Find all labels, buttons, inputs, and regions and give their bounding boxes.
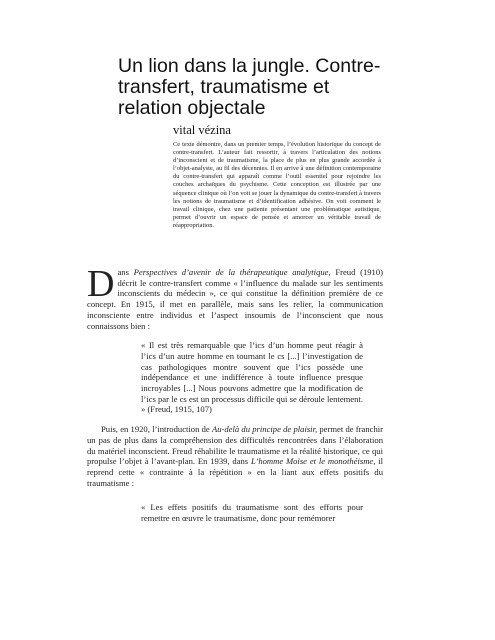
drop-cap: D [87,263,115,305]
paragraph-2-lead: Puis, en 1920, l’introduction de [101,424,212,435]
cited-title-moise: L’homme Moïse et le monothéisme, [251,456,376,467]
block-quote-1: « Il est très remarquable que l’ics d’un homme peut réagir à l’ics d’un autre homme en tournant le cs [...] l’investigation de cas pathologiques montre souvent que l’ics possède une indépendance et une indifférence à toute influence presque incroyables [...] Nous pouvons admettre que la modification de l’ics par le cs est un processus difficile qui se déroule lentement. » (Freud, 1915, 107) [141,340,363,415]
paragraph-1 [87,263,384,331]
cited-title-perspectives: Perspectives d’avenir de la thérapeutique analytique, [133,267,331,277]
paragraph-1-lead: ans [117,267,134,277]
article-title: Un lion dans la jungle. Contre-transfert, traumatisme et relation objectale [118,55,381,119]
abstract: Ce texte démontre, dans un premier temps, l’évolution historique du concept de contre-transfert. L’auteur fait ressortir, à travers l’articulation des notions d’inconscient et de traumatisme, la place de plus en plus grande accordée à l’objet-analyste, au fil des décennies. Il en arrive à une définition contemporaine du contre-transfert qui apparaît comme l’outil essentiel pour rejoindre les couches archaïques du psychisme. Cette conception est illustrée par une séquence clinique où l’on voit se jouer la dynamique du contre-transfert à travers les notions de traumatisme et d’identification adhésive. On voit comment le travail clinique, chez une patiente présentant une problématique autistique, permet d’ouvrir un espace de pensée et amorcer un véritable travail de réappropriation. [173,141,381,229]
article-body [87,263,384,524]
block-quote-2: « Les effets positifs du traumatisme sont des efforts pour remettre en œuvre le traumatisme, donc pour remémorer [141,502,363,524]
paragraph-2-text: permet de franchir un pas de plus dans la compréhension des difficultés rencontrées dans l’élaboration du matériel inconscient. Freud réhabilite le traumatisme et la réalité historique, ce qui propulse l’objet à l’avant-plan. En 1939, dans [87,424,383,467]
paragraph-2-end: il reprend cette « contrainte à la répétition » en la liant aux effets positifs du traumatisme : [87,456,384,488]
paragraph-1-text: Freud (1910) décrit le contre-transfert comme « l’influence du malade sur les sentiments inconscients du médecin », ce qui constitue la définition première de ce concept. En 1915, il met en parallèle, mais sans les relier, la communication inconsciente entre individus et l’aspect insoumis de l’inconscient que nous connaissons bien : [87,267,384,331]
paragraph-2 [87,424,383,488]
cited-title-au-dela: Au-delà du principe de plaisir, [211,424,318,435]
author-name: vital vézina [173,123,231,137]
